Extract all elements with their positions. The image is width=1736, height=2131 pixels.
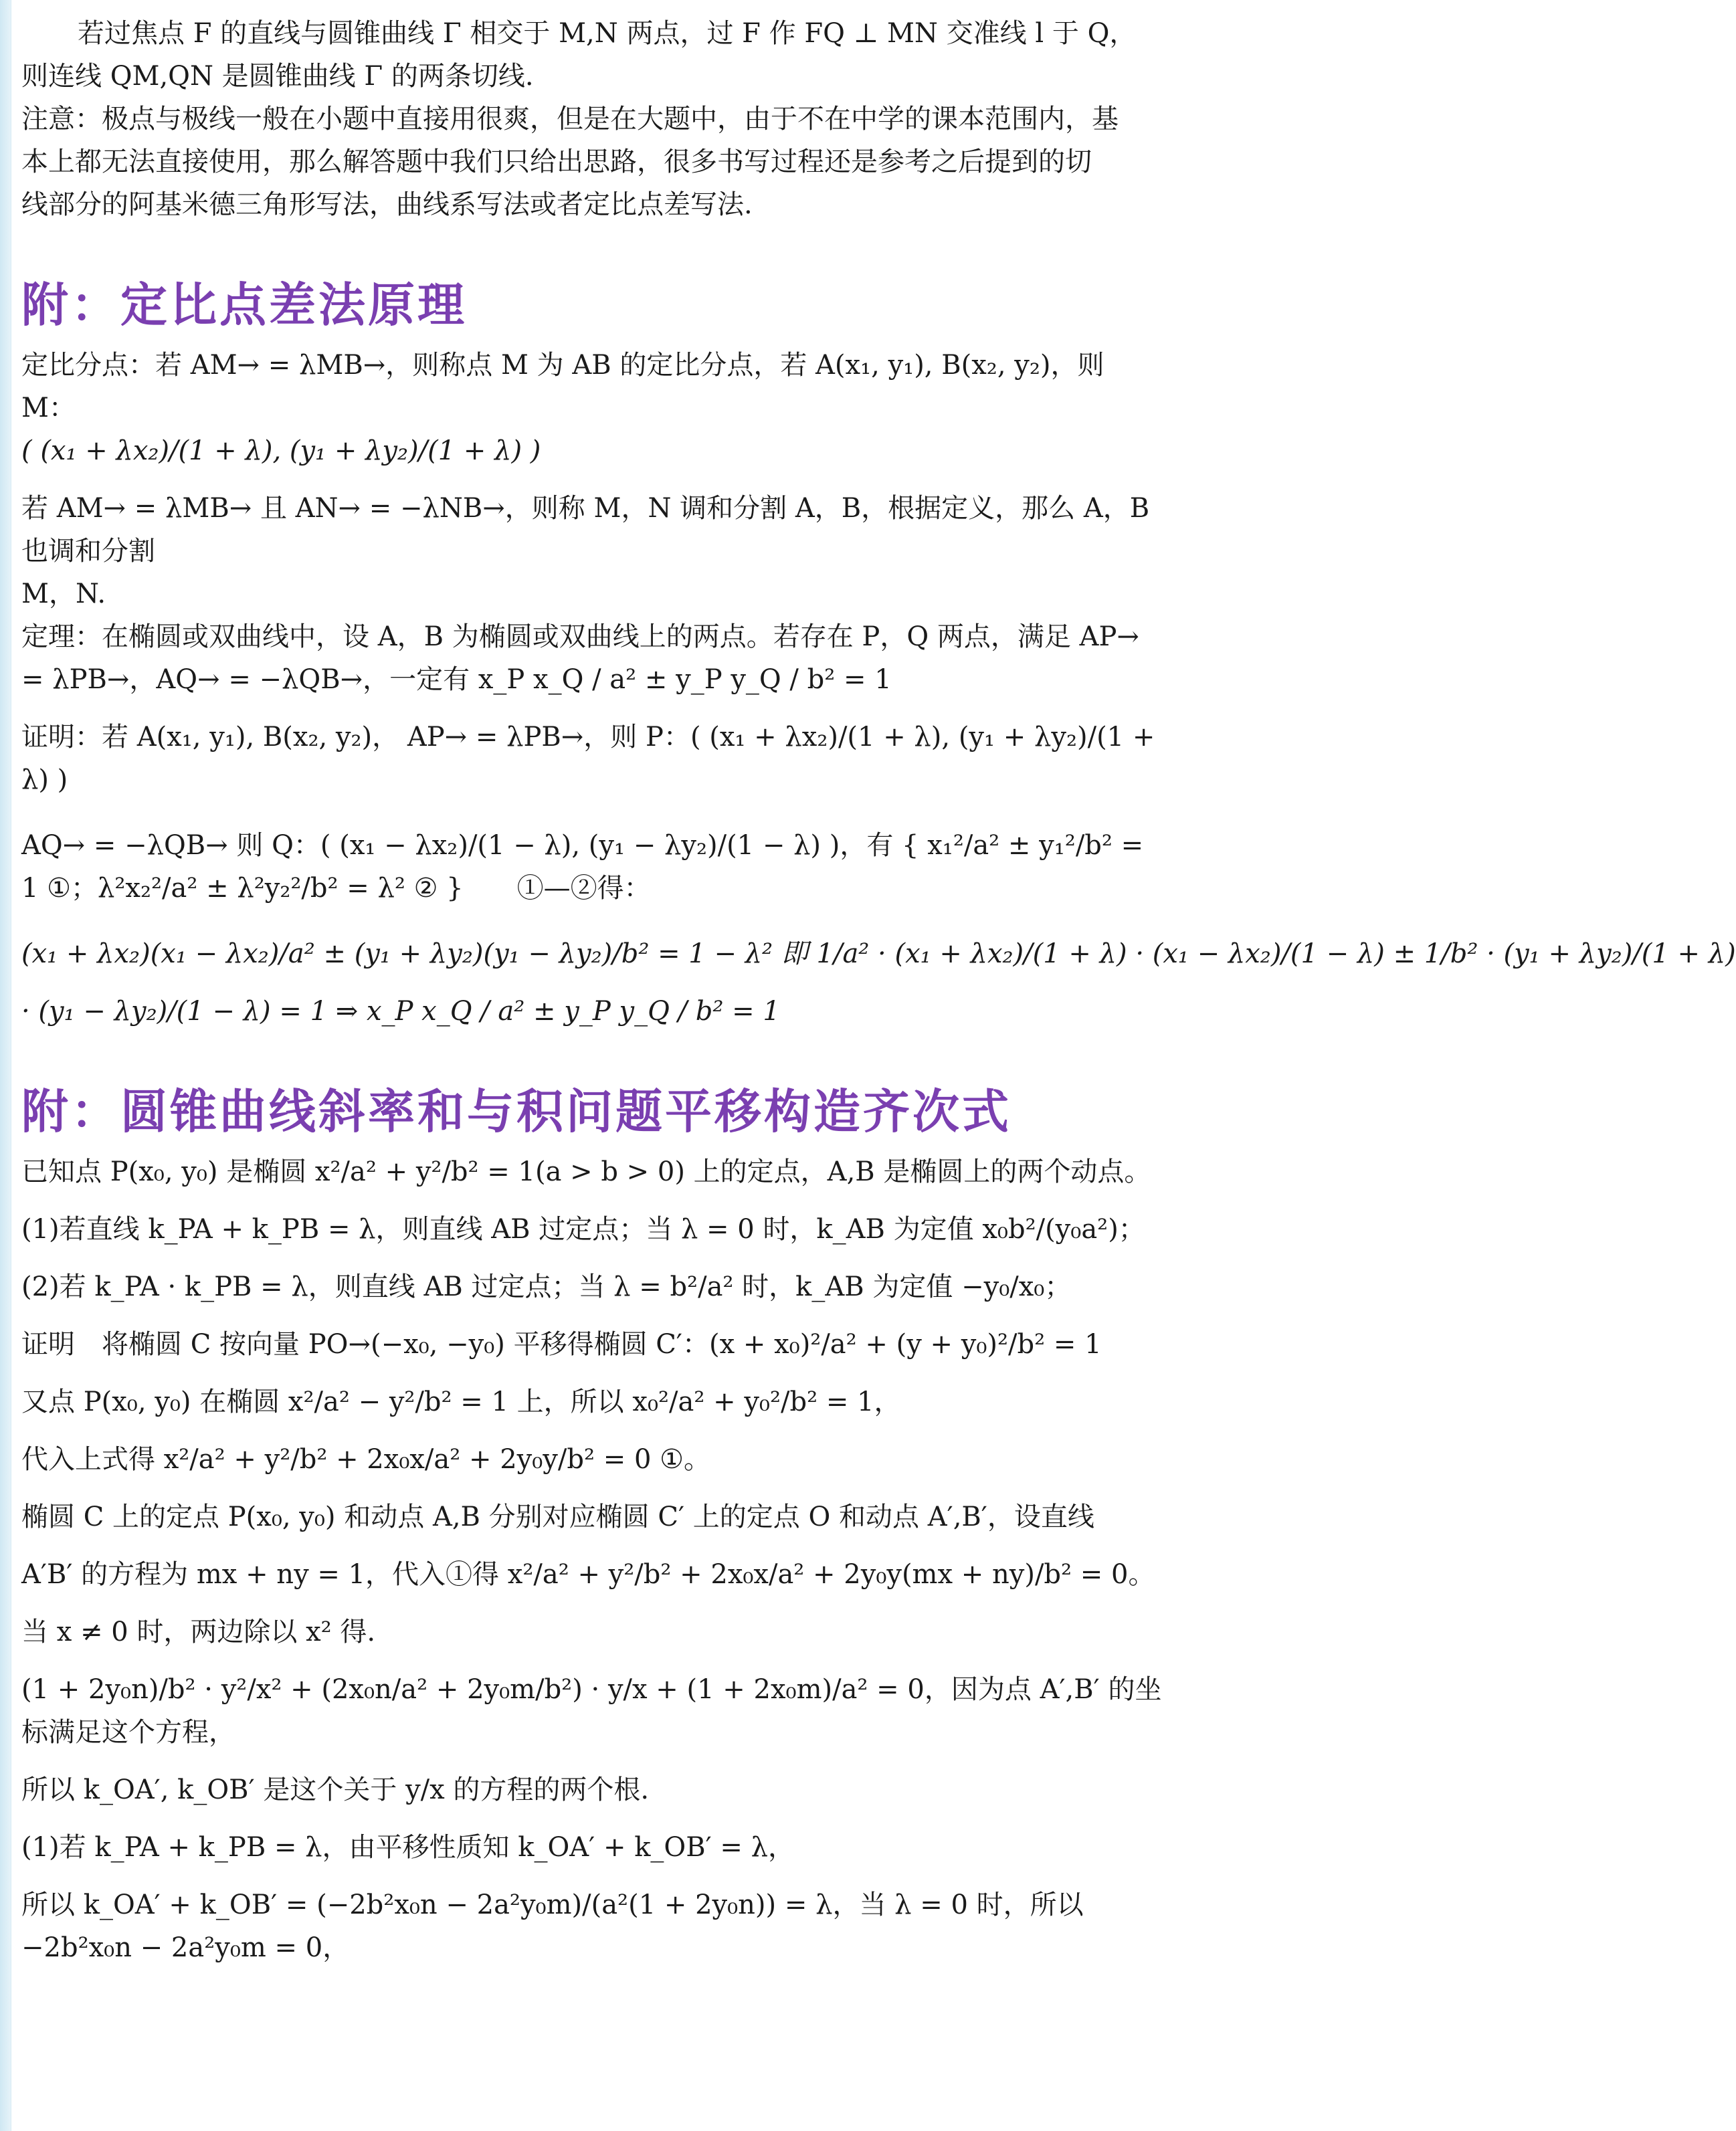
body-line: 已知点 P(x₀, y₀) 是椭圆 x²/a² + y²/b² = 1(a > b > 0) 上的定点，A,B 是椭圆上的两个动点。: [21, 1156, 1151, 1187]
body-line: (2)若 k_PA · k_PB = λ，则直线 AB 过定点；当 λ = b²/a² 时，k_AB 为定值 −y₀/x₀；: [21, 1272, 1072, 1302]
note-line: 线部分的阿基米德三角形写法，曲线系写法或者定比点差写法.: [21, 189, 753, 220]
body-line: 若 AM→ = λMB→ 且 AN→ = −λNB→，则称 M，N 调和分割 A，B，根据定义，那么 A，B 也调和分割: [21, 493, 1150, 567]
left-margin-stripe: [0, 0, 11, 2131]
body-line: 所以 k_OA′, k_OB′ 是这个关于 y/x 的方程的两个根.: [21, 1774, 650, 1805]
body-line: 又点 P(x₀, y₀) 在椭圆 x²/a² − y²/b² = 1 上，所以 x₀²/a² + y₀²/b² = 1，: [21, 1387, 901, 1417]
body-line: 代入上式得 x²/a² + y²/b² + 2x₀x/a² + 2y₀y/b² = 0 ①。: [21, 1444, 710, 1475]
section2-body: [21, 1150, 1164, 1969]
intro-block: [21, 12, 1164, 226]
section-heading-ratio-point-difference: 附：定比点差法原理: [21, 278, 467, 332]
note-line: 本上都无法直接使用，那么解答题中我们只给出思路，很多书写过程还是参考之后提到的切: [21, 146, 1092, 177]
body-line: 证明：若 A(x₁, y₁), B(x₂, y₂)， AP→ = λPB→，则 P：( (x₁ + λx₂)/(1 + λ), (y₁ + λy₂)/(1 + λ) ): [21, 722, 1155, 795]
body-line: M，N.: [21, 579, 106, 609]
body-line: 证明 将椭圆 C 按向量 PO→(−x₀, −y₀) 平移得椭圆 C′：(x + x₀)²/a² + (y + y₀)²/b² = 1: [21, 1329, 1102, 1360]
body-line: A′B′ 的方程为 mx + ny = 1，代入①得 x²/a² + y²/b² + 2x₀x/a² + 2y₀y(mx + ny)/b² = 0。: [21, 1559, 1155, 1590]
body-line: 定理：在椭圆或双曲线中，设 A，B 为椭圆或双曲线上的两点。若存在 P，Q 两点，满足 AP→: [21, 621, 1139, 652]
intro-line: 若过焦点 F 的直线与圆锥曲线 Γ 相交于 M,N 两点，过 F 作 FQ ⊥ MN 交准线 l 于 Q，: [78, 18, 1137, 49]
formula-line: (x₁ + λx₂)(x₁ − λx₂)/a² ± (y₁ + λy₂)(y₁ − λy₂)/b² = 1 − λ² 即 1/a² · (x₁ + λx₂)/(1 + λ) · (x₁ − λx₂)/(1 − λ) ± 1/b² · (y₁ + λy₂)/(1 + λ): [21, 938, 1736, 969]
body-line: AQ→ = −λQB→ 则 Q：( (x₁ − λx₂)/(1 − λ), (y₁ − λy₂)/(1 − λ) )，有 { x₁²/a² ± y₁²/b² = 1 ①；λ²x₂²/a² ± λ²y₂²/b² = λ² ② } ①—②得：: [21, 830, 1144, 904]
formula-line: ( (x₁ + λx₂)/(1 + λ), (y₁ + λy₂)/(1 + λ) ): [21, 435, 541, 466]
body-line: 椭圆 C 上的定点 P(x₀, y₀) 和动点 A,B 分别对应椭圆 C′ 上的定点 O 和动点 A′,B′，设直线: [21, 1502, 1094, 1532]
intro-line: 则连线 QM,QN 是圆锥曲线 Γ 的两条切线.: [21, 61, 534, 92]
body-line: (1)若 k_PA + k_PB = λ，由平移性质知 k_OA′ + k_OB′ = λ，: [21, 1832, 795, 1863]
body-line: (1 + 2y₀n)/b² · y²/x² + (2x₀n/a² + 2y₀m/b²) · y/x + (1 + 2x₀m)/a² = 0，因为点 A′,B′ 的坐标满足这个方程，: [21, 1674, 1162, 1748]
body-line: (1)若直线 k_PA + k_PB = λ，则直线 AB 过定点；当 λ = 0 时，k_AB 为定值 x₀b²/(y₀a²)；: [21, 1214, 1145, 1245]
body-line: = λPB→，AQ→ = −λQB→，一定有 x_P x_Q / a² ± y_P y_Q / b² = 1: [21, 664, 892, 695]
section1-body: [21, 344, 1736, 1033]
body-line: 所以 k_OA′ + k_OB′ = (−2b²x₀n − 2a²y₀m)/(a²(1 + 2y₀n)) = λ，当 λ = 0 时，所以 −2b²x₀n − 2a²y₀m = 0，: [21, 1890, 1084, 1963]
formula-line: · (y₁ − λy₂)/(1 − λ) = 1 ⇒ x_P x_Q / a² ± y_P y_Q / b² = 1: [21, 996, 780, 1027]
section-heading-conic-slope-homogeneous: 附：圆锥曲线斜率和与积问题平移构造齐次式: [21, 1084, 1011, 1139]
body-line: 定比分点：若 AM→ = λMB→，则称点 M 为 AB 的定比分点，若 A(x₁, y₁), B(x₂, y₂)，则 M：: [21, 350, 1104, 423]
body-line: 当 x ≠ 0 时，两边除以 x² 得.: [21, 1617, 376, 1647]
note-line: 注意：极点与极线一般在小题中直接用很爽，但是在大题中，由于不在中学的课本范围内，基: [21, 104, 1119, 134]
document-page: [21, 12, 1736, 1969]
